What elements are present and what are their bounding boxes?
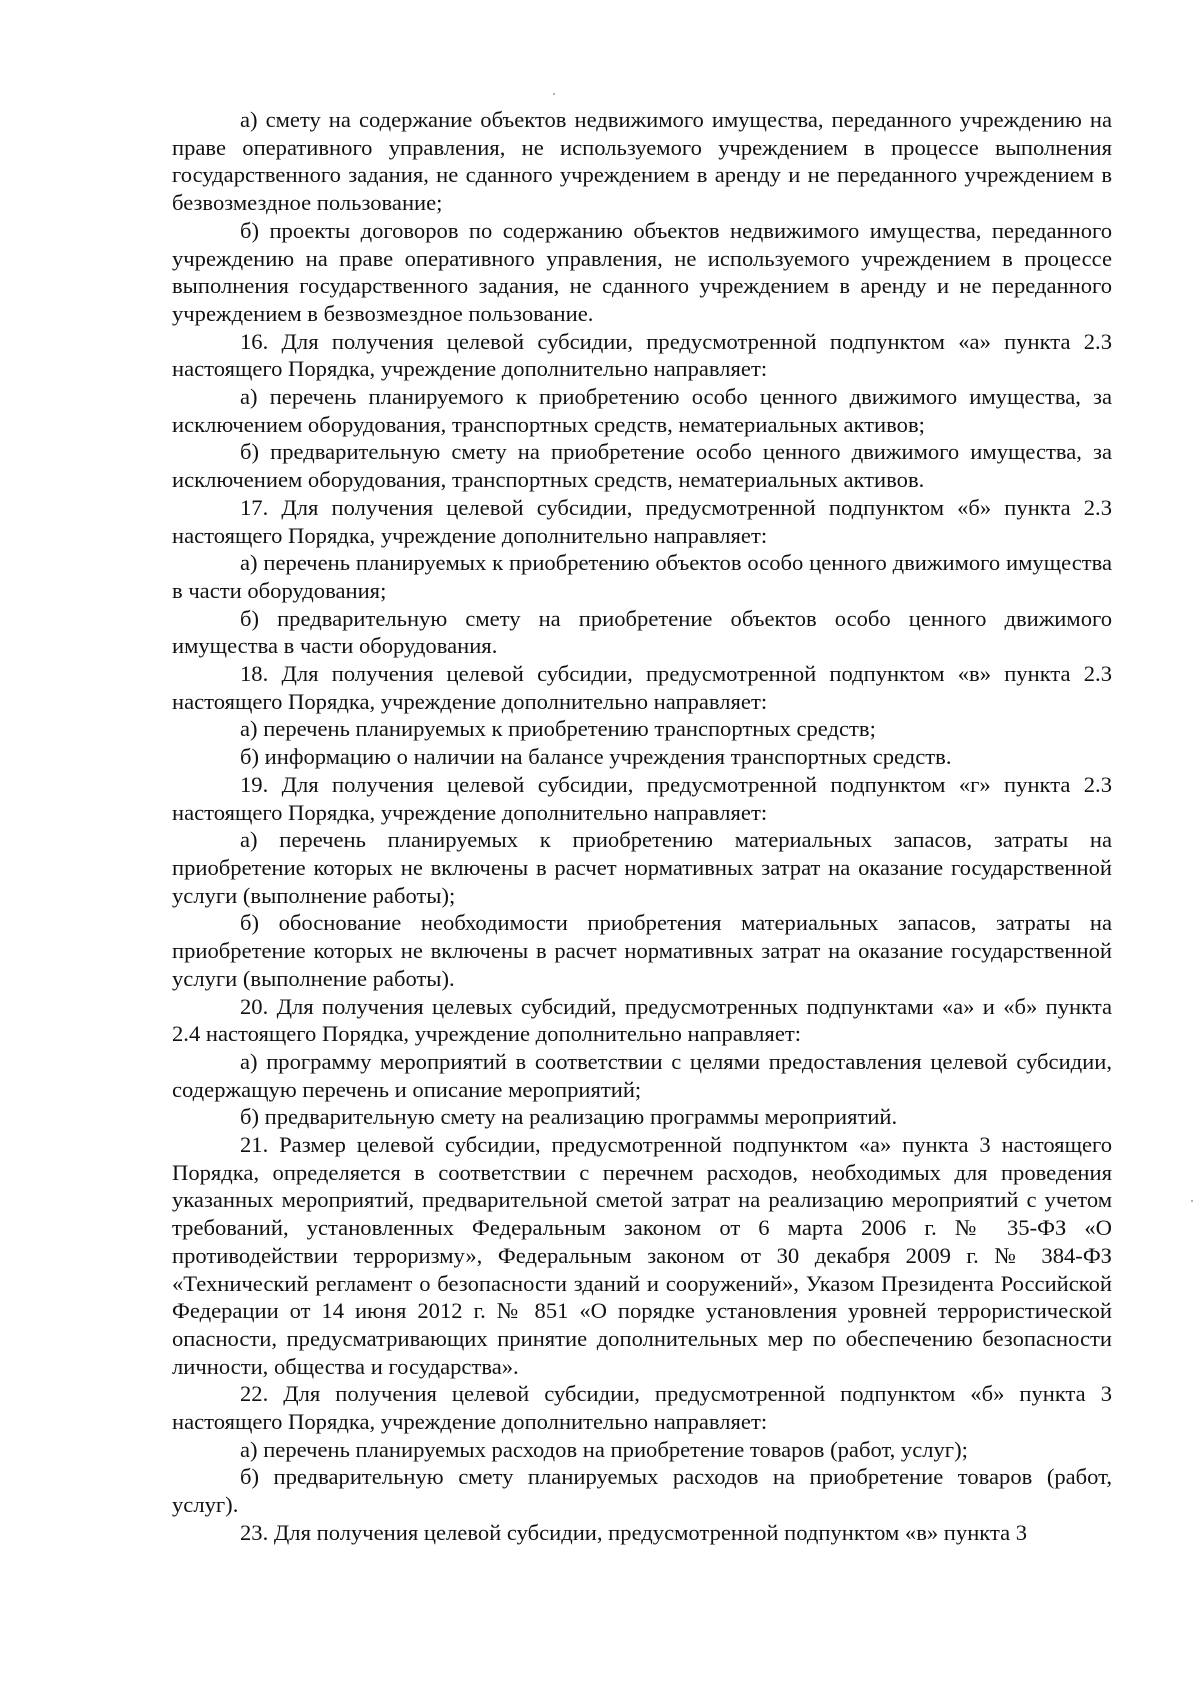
- paragraph-21: 21. Размер целевой субсидии, предусмотренной подпунктом «а» пункта 3 настоящего Порядка, определяется в соответствии с перечнем расходов, необходимых для проведения указанных мероприятий, предварительной сметой затрат на реализацию мероприятий с учетом требований, установленных Федеральным законом от 6 марта 2006 г. № 35-ФЗ «О противодействии терроризму», Федеральным законом от 30 декабря 2009 г. № 384-ФЗ «Технический регламент о безопасности зданий и сооружений», Указом Президента Российской Федерации от 14 июня 2012 г. № 851 «О порядке установления уровней террористической опасности, предусматривающих принятие дополнительных мер по обеспечению безопасности личности, общества и государства».: [172, 1132, 1112, 1379]
- document-body: [172, 106, 1112, 1547]
- paragraph-22: 22. Для получения целевой субсидии, предусмотренной подпунктом «б» пункта 3 настоящего Порядка, учреждение дополнительно направляет:: [172, 1381, 1112, 1435]
- paragraph-16b: б) предварительную смету на приобретение особо ценного движимого имущества, за исключением оборудования, транспортных средств, нематериальных активов.: [172, 439, 1112, 493]
- paragraph-17a: а) перечень планируемых к приобретению объектов особо ценного движимого имущества в части оборудования;: [172, 550, 1112, 603]
- paragraph-16a: а) перечень планируемого к приобретению особо ценного движимого имущества, за исключением оборудования, транспортных средств, нематериальных активов;: [172, 384, 1112, 437]
- paragraph-22b: б) предварительную смету планируемых расходов на приобретение товаров (работ, услуг).: [172, 1464, 1112, 1518]
- paragraph-17b: б) предварительную смету на приобретение объектов особо ценного движимого имущества в части оборудования.: [172, 605, 1112, 659]
- paragraph-18b: б) информацию о наличии на балансе учреждения транспортных средств.: [240, 744, 952, 770]
- paragraph-20b: б) предварительную смету на реализацию программы мероприятий.: [240, 1104, 898, 1130]
- paragraph-22a: а) перечень планируемых расходов на приобретение товаров (работ, услуг);: [240, 1436, 968, 1462]
- paragraph-19b: б) обоснование необходимости приобретения материальных запасов, затраты на приобретение которых не включены в расчет нормативных затрат на оказание государственной услуги (выполнение работы).: [172, 910, 1112, 991]
- paragraph-18a: а) перечень планируемых к приобретению транспортных средств;: [240, 716, 876, 742]
- paragraph-20a: а) программу мероприятий в соответствии с целями предоставления целевой субсидии, содержащую перечень и описание мероприятий;: [172, 1048, 1112, 1102]
- scan-speck: [553, 93, 555, 95]
- paragraph-20: 20. Для получения целевых субсидий, предусмотренных подпунктами «а» и «б» пункта 2.4 настоящего Порядка, учреждение дополнительно направляет:: [172, 993, 1112, 1047]
- paragraph-17: 17. Для получения целевой субсидии, предусмотренной подпунктом «б» пункта 2.3 настоящего Порядка, учреждение дополнительно направляет:: [172, 494, 1112, 548]
- paragraph-15b: б) проекты договоров по содержанию объектов недвижимого имущества, переданного учреждению на праве оперативного управления, не используемого учреждением в процессе выполнения государственного задания, не сданного учреждением в аренду и не переданного учреждением в безвозмездное пользование.: [172, 217, 1112, 326]
- scan-speck: [1191, 1200, 1193, 1202]
- paragraph-15a: а) смету на содержание объектов недвижимого имущества, переданного учреждению на праве оперативного управления, не используемого учреждением в процессе выполнения государственного задания, не сданного учреждением в аренду и не переданного учреждением в безвозмездное пользование;: [172, 107, 1112, 216]
- paragraph-19a: а) перечень планируемых к приобретению материальных запасов, затраты на приобретение которых не включены в расчет нормативных затрат на оказание государственной услуги (выполнение работы);: [172, 827, 1112, 908]
- paragraph-16: 16. Для получения целевой субсидии, предусмотренной подпунктом «а» пункта 2.3 настоящего Порядка, учреждение дополнительно направляет:: [172, 328, 1112, 382]
- paragraph-18: 18. Для получения целевой субсидии, предусмотренной подпунктом «в» пункта 2.3 настоящего Порядка, учреждение дополнительно направляет:: [172, 661, 1112, 714]
- paragraph-23: 23. Для получения целевой субсидии, предусмотренной подпунктом «в» пункта 3: [240, 1519, 1028, 1545]
- paragraph-19: 19. Для получения целевой субсидии, предусмотренной подпунктом «г» пункта 2.3 настоящего Порядка, учреждение дополнительно направляет:: [172, 771, 1112, 825]
